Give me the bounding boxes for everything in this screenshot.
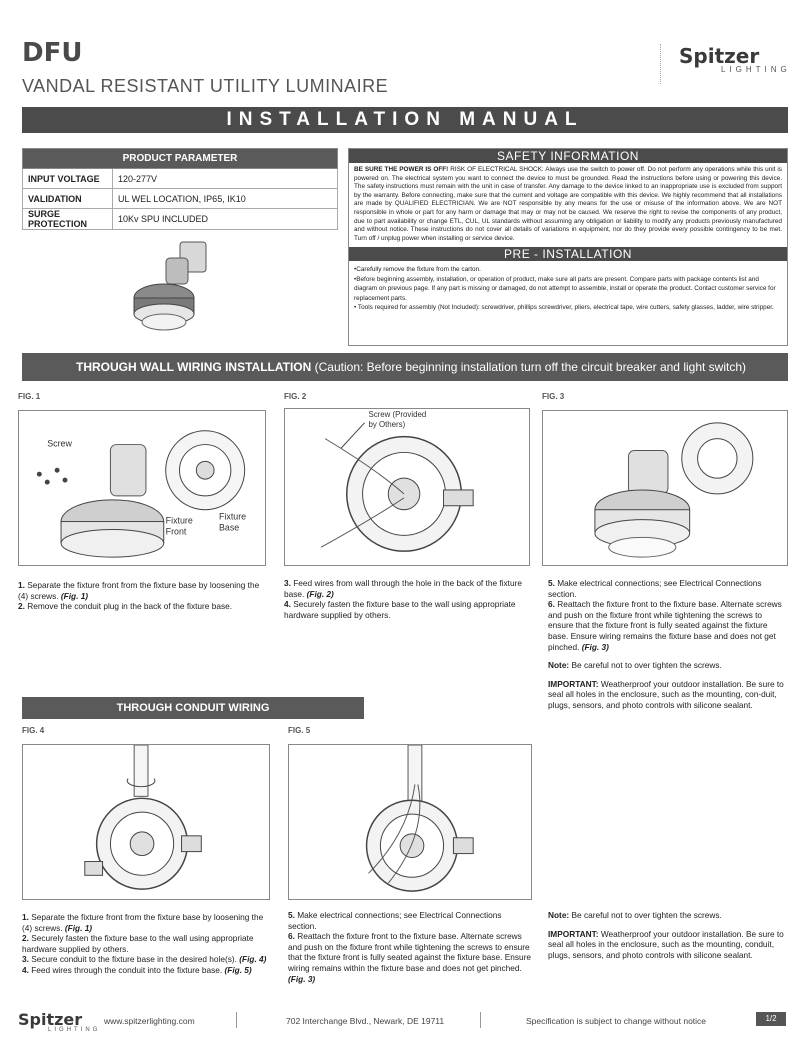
product-image	[122, 240, 242, 340]
footer-notice: Specification is subject to change without notice	[526, 1016, 707, 1026]
safety-lead: BE SURE THE POWER IS OFF!	[354, 166, 449, 173]
label-screw-provided: Screw (Provided	[368, 409, 427, 419]
pre-item: •Carefully remove the fixture from the carton.	[354, 266, 481, 274]
label-fixture-front-1: Fixture	[165, 515, 193, 526]
fig2-label: FIG. 2	[284, 392, 307, 401]
fig1-label: FIG. 1	[18, 392, 41, 401]
important-note: IMPORTANT: Weatherproof your outdoor installation. Be sure to seal all holes in the enclosure, such as the mounting, con-duit, plugs, sensors, and photo controls with silicone sealant.	[548, 678, 784, 710]
step-item: 5. Make electrical connections; see Electrical Connections section.	[288, 910, 502, 931]
label-by-others: by Others)	[368, 419, 406, 429]
screw-icon	[37, 472, 42, 477]
through-conduit-section-bar: THROUGH CONDUIT WIRING	[22, 697, 364, 719]
param-value: UL WEL LOCATION, IP65, IK10	[113, 189, 338, 209]
step-item: 4. Securely fasten the fixture base to the wall using appropriate hardware supplied by others.	[284, 599, 516, 620]
safety-text	[349, 163, 787, 246]
product-parameter-table	[22, 148, 338, 230]
fig5-diagram	[288, 744, 532, 900]
note: Note: Be careful not to over tighten the screws.	[548, 910, 722, 920]
label-fixture-base-2: Base	[218, 522, 240, 533]
fig3-label: FIG. 3	[542, 392, 565, 401]
pre-installation-header: PRE - INSTALLATION	[349, 247, 787, 261]
footer-website[interactable]: www.spitzerlighting.com	[104, 1016, 195, 1026]
footer-logo-word: Spitzer	[18, 1010, 83, 1029]
fig5-label: FIG. 5	[288, 726, 311, 735]
through-wall-steps-col1	[18, 580, 264, 612]
step-item: 3. Secure conduit to the fixture base in the desired hole(s). (Fig. 4)	[22, 954, 267, 965]
step-item: 2. Remove the conduit plug in the back of the fixture base.	[18, 601, 233, 612]
step-item: 3. Feed wires from wall through the hole in the back of the fixture base. (Fig. 2)	[284, 578, 522, 599]
step-item: 2. Securely fasten the fixture base to the wall using appropriate hardware supplied by others.	[22, 933, 254, 954]
pre-installation-text	[349, 261, 787, 316]
param-key: SURGE PROTECTION	[23, 209, 113, 230]
logo-word: Spitzer	[679, 44, 760, 68]
fig4-label: FIG. 4	[22, 726, 45, 735]
table-row	[23, 189, 338, 209]
installation-manual-banner: INSTALLATION MANUAL	[22, 107, 788, 133]
param-value: 120-277V	[113, 169, 338, 189]
screw-icon	[55, 468, 60, 473]
product-subtitle: VANDAL RESISTANT UTILITY LUMINAIRE	[22, 76, 389, 96]
step-item: 1. Separate the fixture front from the fixture base by loosening the (4) screws. (Fig. 1)	[22, 912, 264, 933]
param-value: 10Kv SPU INCLUDED	[113, 209, 338, 230]
table-header: PRODUCT PARAMETER	[23, 149, 338, 169]
fig2-diagram	[284, 408, 530, 566]
label-fixture-front-2: Front	[165, 526, 187, 537]
through-conduit-notes	[548, 910, 788, 960]
section-caution: (Caution: Before beginning installation turn off the circuit breaker and light switch)	[311, 360, 746, 374]
safety-body: RISK OF ELECTRICAL SHOCK: Always use the switch to power off. Do not perform any operations while this unit is powered on. The electrical system you want to connect the device to must be grounded. Read the instructions before using or powering this device. The safety instructions must remain with the unit in case of transfer. Any damage to the device linked to an inappropriate use is excluded from support by the warranty. Before connecting, make sure that the current and voltage are compatible with this device. We highly recommend that all installations are made by QUALIFIED ELECTRICIAN. We are NOT responsible by any means for the use or misuse of the information above. We are NOT responsible in whole or part for any harm or damage that may or may not be caused. We reserve the right to revise the components of any product, due to part availability or change ETL, CUL, UL standards without assuming any obligation or liability to modify any products previously manufactured and without notice. These instructions do not cover all details of variations in equipment, nor do they provide every possible contingency to be met. Turn off / unplug power when installing or service device.	[354, 166, 782, 242]
footer-logo-sub: LIGHTING	[48, 1027, 101, 1033]
footer-divider	[480, 1012, 481, 1028]
through-wall-steps-col3	[548, 578, 788, 711]
table-row	[23, 209, 338, 230]
through-conduit-steps-col2	[288, 910, 532, 984]
label-screw: Screw	[47, 438, 72, 449]
brand-logo	[660, 44, 790, 84]
logo-sub: LIGHTING	[721, 65, 791, 74]
through-wall-section-bar	[22, 353, 788, 381]
fig1-diagram	[18, 410, 266, 566]
through-wall-steps-col2	[284, 578, 530, 620]
pre-item: • Tools required for assembly (Not Included): screwdriver, phillips screwdriver, pliers, electrical tape, wire cutters, safety glasses, ladder, wire stripper.	[354, 303, 774, 311]
note: Note: Be careful not to over tighten the screws.	[548, 660, 722, 671]
footer-divider	[236, 1012, 237, 1028]
section-title: THROUGH WALL WIRING INSTALLATION	[76, 360, 312, 374]
step-item: 5. Make electrical connections; see Electrical Connections section.	[548, 578, 762, 599]
product-model: DFU	[22, 38, 83, 68]
page-number: 1/2	[756, 1012, 786, 1026]
screw-icon	[45, 480, 50, 485]
param-key: VALIDATION	[23, 189, 113, 209]
fig4-diagram	[22, 744, 270, 900]
fig3-diagram	[542, 410, 788, 566]
footer-logo	[18, 1010, 100, 1033]
table-row	[23, 169, 338, 189]
step-item: 4. Feed wires through the conduit into the fixture base. (Fig. 5)	[22, 964, 252, 975]
step-item: 6. Reattach the fixture front to the fixture base. Alternate screws and push on the fixture front while tightening the screws to ensure that the fixture front is fully seated against the fixture base. Ensure wiring remains within the fixture base and does not get pinched. (Fig. 3)	[288, 931, 532, 984]
pre-item: •Before beginning assembly, installation, or operation of product, make sure all parts are present. Compare parts with package contents list and diagram on previous page. If any part is missing or damaged, do not attempt to assemble, install or operate the product. Contact customer service for replacement parts.	[354, 275, 776, 302]
footer-address: 702 Interchange Blvd., Newark, DE 19711	[286, 1016, 445, 1026]
label-fixture-base-1: Fixture	[218, 511, 247, 522]
through-conduit-steps-col1	[22, 912, 270, 976]
important-note: IMPORTANT: Weatherproof your outdoor installation. Be sure to seal all holes in the enclosure, such as the mounting, conduit, plugs, sensors, and photo controls with silicone sealant.	[548, 928, 784, 960]
safety-header: SAFETY INFORMATION	[349, 149, 787, 163]
step-item: 6. Reattach the fixture front to the fixture base. Alternate screws and push on the fixture front while tightening the screws to ensure that the fixture front is fully seated against the fixture base. Ensure wiring remains the fixture base and does not get pinched. (Fig. 3)	[548, 599, 782, 652]
step-item: 1. Separate the fixture front from the fixture base by loosening the (4) screws. (Fig. 1)	[18, 580, 260, 601]
screw-icon	[63, 478, 68, 483]
safety-information-panel	[348, 148, 788, 346]
param-key: INPUT VOLTAGE	[23, 169, 113, 189]
